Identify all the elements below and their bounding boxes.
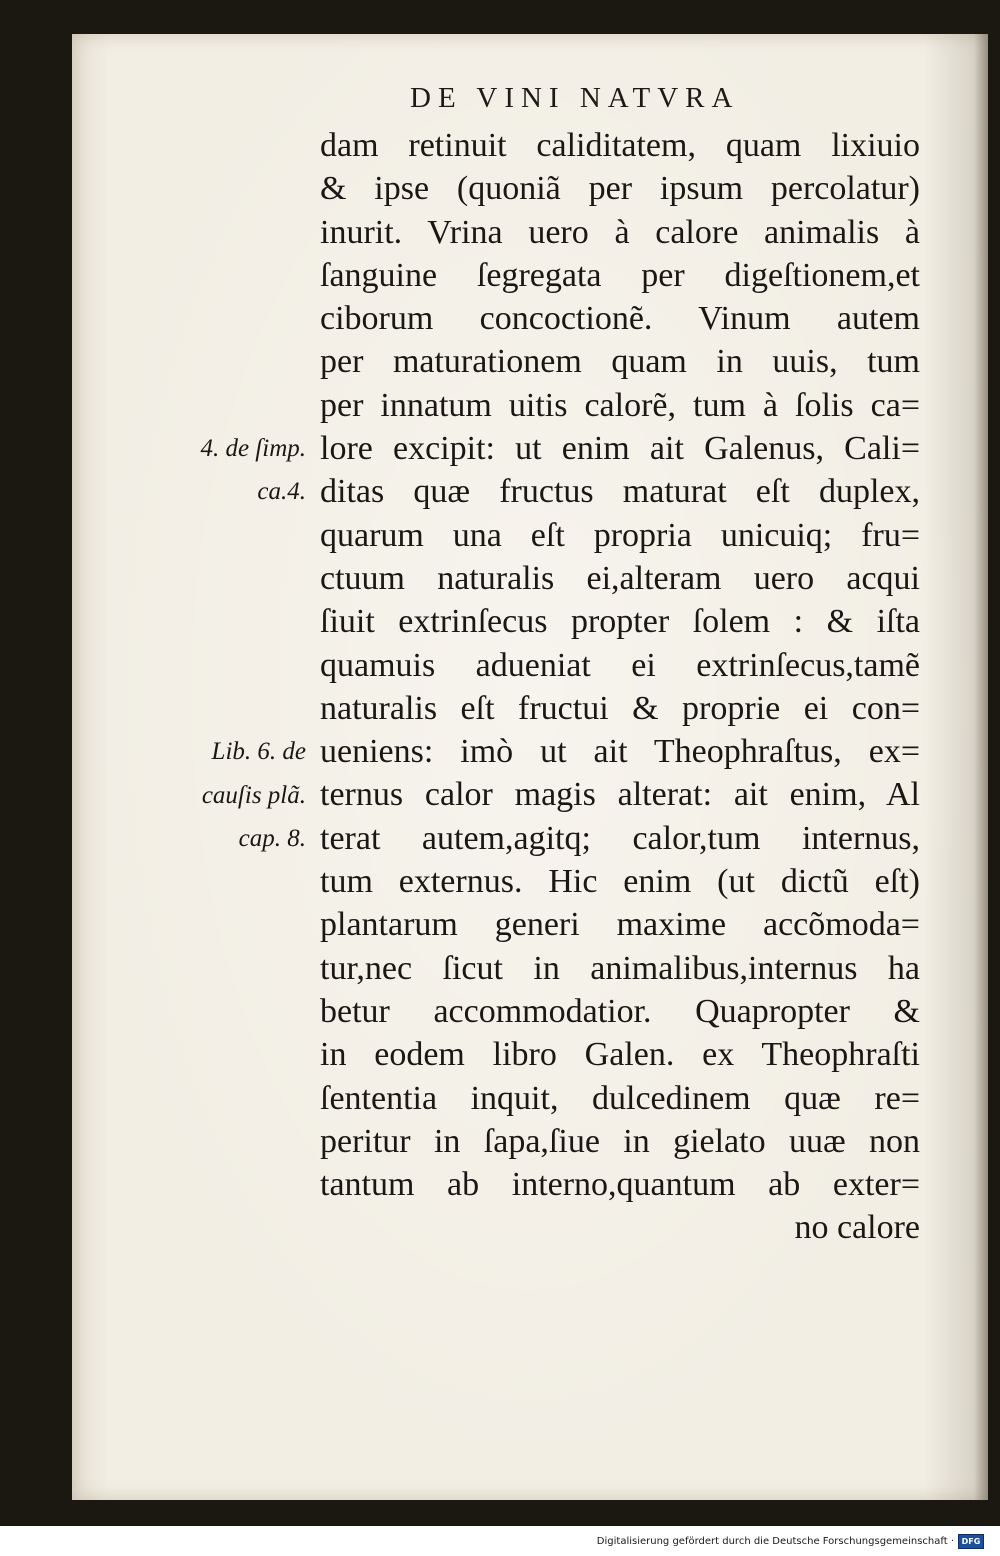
text-line: ciborum concoctionẽ. Vinum autem — [320, 300, 920, 338]
text-line: tur,nec ſicut in animalibus,internus ha — [320, 949, 920, 987]
footer-credit-text: Digitalisierung gefördert durch die Deutsche Forschungsgemeinschaft · — [596, 1535, 954, 1547]
text-line: naturalis eſt fructui & proprie ei con= — [320, 689, 920, 727]
text-line: tum externus. Hic enim (ut dictũ eſt) — [320, 863, 920, 901]
text-line: ſententia inquit, dulcedinem quæ re= — [320, 1079, 920, 1117]
margin-note: cauſis plã. — [201, 781, 306, 809]
margin-note: ca.4. — [257, 478, 306, 506]
text-line: ueniens: imò ut ait Theophraſtus, ex= — [320, 733, 920, 771]
text-line: ctuum naturalis ei,alteram uero acqui — [320, 559, 920, 597]
funding-footer — [593, 1530, 988, 1552]
text-line: ditas quæ fructus maturat eſt duplex, — [320, 473, 920, 511]
text-line: lore excipit: ut enim ait Galenus, Cali= — [320, 430, 920, 468]
text-line: no calore — [794, 1209, 920, 1247]
text-line: & ipse (quoniã per ipsum percolatur) — [320, 170, 920, 208]
dfg-logo: DFG — [958, 1534, 984, 1549]
running-head: DE VINI NATVRA — [410, 82, 740, 114]
text-line: ſiuit extrinſecus propter ſolem : & iſta — [320, 603, 920, 641]
text-line: per maturationem quam in uuis, tum — [320, 343, 920, 381]
body-text — [320, 124, 920, 1250]
text-line: per innatum uitis calorẽ, tum à ſolis ca= — [320, 386, 920, 424]
text-line: betur accommodatior. Quapropter & — [320, 992, 920, 1030]
text-line: peritur in ſapa,ſiue in gielato uuæ non — [320, 1122, 920, 1160]
text-line: quamuis adueniat ei extrinſecus,tamẽ — [320, 646, 920, 684]
text-line: dam retinuit caliditatem, quam lixiuio — [320, 127, 920, 164]
text-line: ſanguine ſegregata per digeſtionem,et — [320, 256, 920, 294]
margin-note: cap. 8. — [238, 824, 306, 852]
margin-note: Lib. 6. de — [211, 738, 306, 766]
text-line: terat autem,agitq; calor,tum internus, — [320, 819, 920, 857]
text-line: inurit. Vrina uero à calore animalis à — [320, 213, 920, 251]
text-line: quarum una eſt propria unicuiq; fru= — [320, 516, 920, 554]
text-line: plantarum generi maxime accõmoda= — [320, 906, 920, 944]
margin-note: 4. de ſimp. — [200, 435, 306, 463]
text-line: tantum ab interno,quantum ab exter= — [320, 1166, 920, 1204]
page-edge-shadow — [974, 34, 988, 1500]
text-line: ternus calor magis alterat: ait enim, Al — [320, 776, 920, 814]
text-line: in eodem libro Galen. ex Theophraſti — [320, 1036, 920, 1074]
